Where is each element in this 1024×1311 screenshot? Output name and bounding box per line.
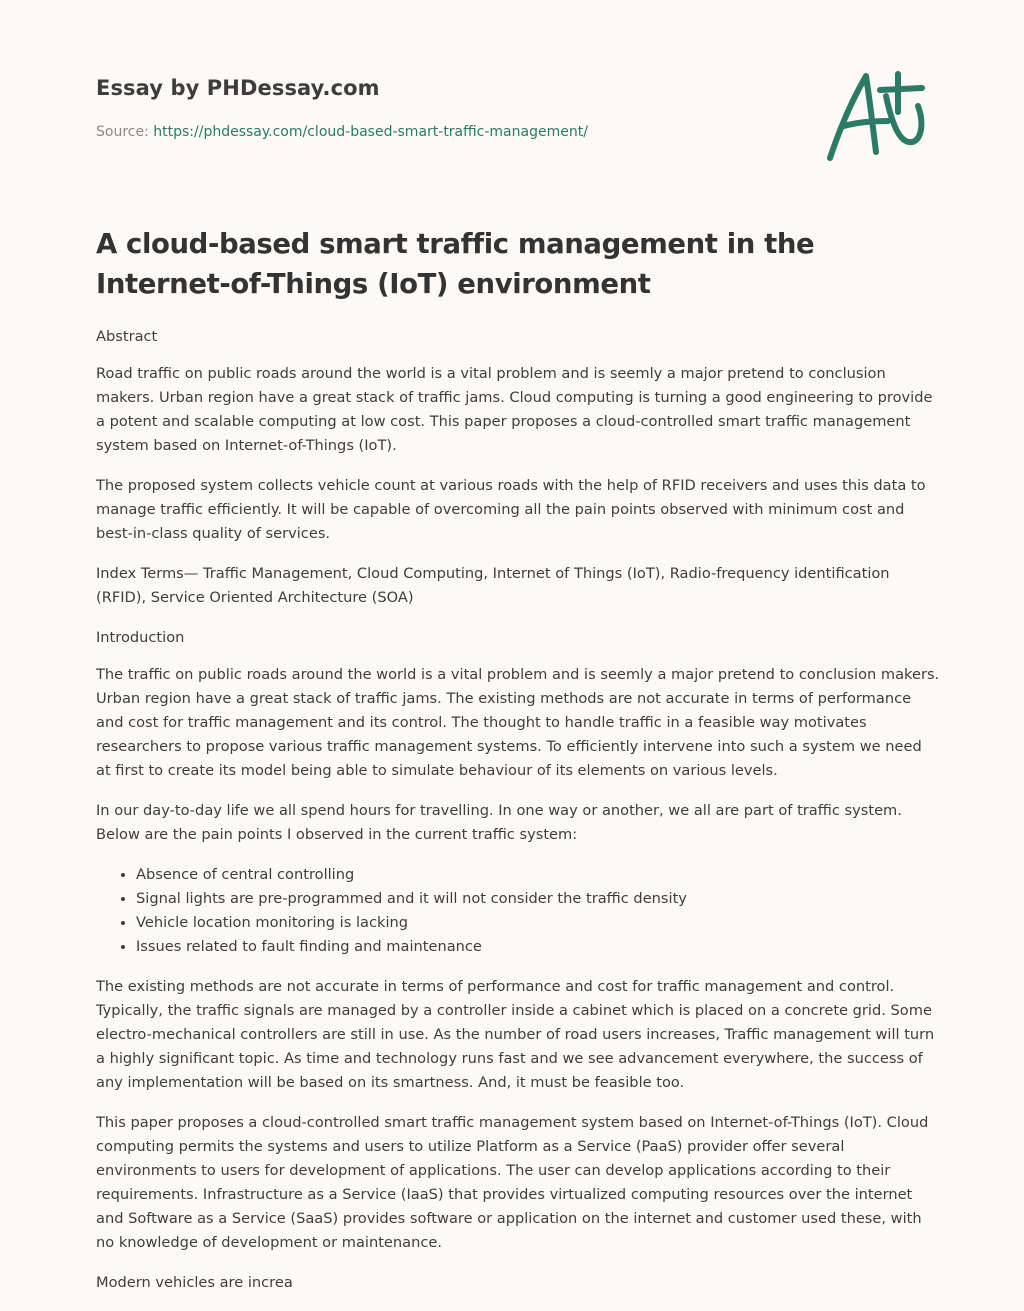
index-terms: Index Terms— Traffic Management, Cloud Computing, Internet of Things (IoT), Radio-frequency identification (RFID), Service Oriented Architecture (SOA)	[96, 565, 890, 606]
list-item: • Vehicle location monitoring is lacking	[136, 911, 941, 935]
introduction-paragraph-5: Modern vehicles are increa	[96, 1274, 293, 1291]
site-title: Essay by PHDessay.com	[96, 76, 380, 100]
abstract-heading: Abstract	[96, 328, 158, 345]
introduction-heading: Introduction	[96, 629, 185, 646]
source-link[interactable]: https://phdessay.com/cloud-based-smart-traffic-management/	[153, 124, 588, 140]
introduction-paragraph-4: This paper proposes a cloud-controlled smart traffic management system based on Internet-of-Things (IoT). Cloud computing permits the systems and users to utilize Platform as a Service (PaaS) provider offer several environments to users for development of applications. The user can develop applications according to their requirements. Infrastructure as a Service (IaaS) that provides virtualized computing resources over the internet and Software as a Service (SaaS) provides software or application on the internet and customer used these, with no knowledge of development or maintenance.	[96, 1114, 929, 1251]
a-plus-logo-icon	[818, 66, 930, 166]
essay-body	[96, 325, 941, 1311]
list-item: • Absence of central controlling	[136, 863, 941, 887]
introduction-paragraph-3: The existing methods are not accurate in terms of performance and cost for traffic management and control. Typically, the traffic signals are managed by a controller inside a cabinet which is placed on a concrete grid. Some electro-mechanical controllers are still in use. As the number of road users increases, Traffic management will turn a highly significant topic. As time and technology runs fast and we see advancement everywhere, the success of any implementation will be based on its smartness. And, it must be feasible too.	[96, 978, 935, 1091]
abstract-paragraph-1: Road traffic on public roads around the world is a vital problem and is seemly a major pretend to conclusion makers. Urban region have a great stack of traffic jams. Cloud computing is turning a good engineering to provide a potent and scalable computing at low cost. This paper proposes a cloud-controlled smart traffic management system based on Internet-of-Things (IoT).	[96, 365, 933, 454]
essay-title: A cloud-based smart traffic management in the Internet-of-Things (IoT) environment	[96, 228, 815, 300]
list-item: • Issues related to fault finding and maintenance	[136, 935, 941, 959]
introduction-paragraph-1: The traffic on public roads around the world is a vital problem and is seemly a major pretend to conclusion makers. Urban region have a great stack of traffic jams. The existing methods are not accurate in terms of performance and cost for traffic management and its control. The thought to handle traffic in a feasible way motivates researchers to propose various traffic management systems. To efficiently intervene into such a system we need at first to create its model being able to simulate behaviour of its elements on various levels.	[96, 666, 940, 779]
introduction-paragraph-2: In our day-to-day life we all spend hours for travelling. In one way or another, we all are part of traffic system. Below are the pain points I observed in the current traffic system:	[96, 802, 902, 843]
source-line	[96, 124, 588, 140]
pain-points-list	[96, 863, 941, 959]
source-label: Source:	[96, 124, 149, 140]
abstract-paragraph-2: The proposed system collects vehicle count at various roads with the help of RFID receivers and uses this data to manage traffic efficiently. It will be capable of overcoming all the pain points observed with minimum cost and best-in-class quality of services.	[96, 477, 926, 542]
list-item: • Signal lights are pre-programmed and it will not consider the traffic density	[136, 887, 941, 911]
